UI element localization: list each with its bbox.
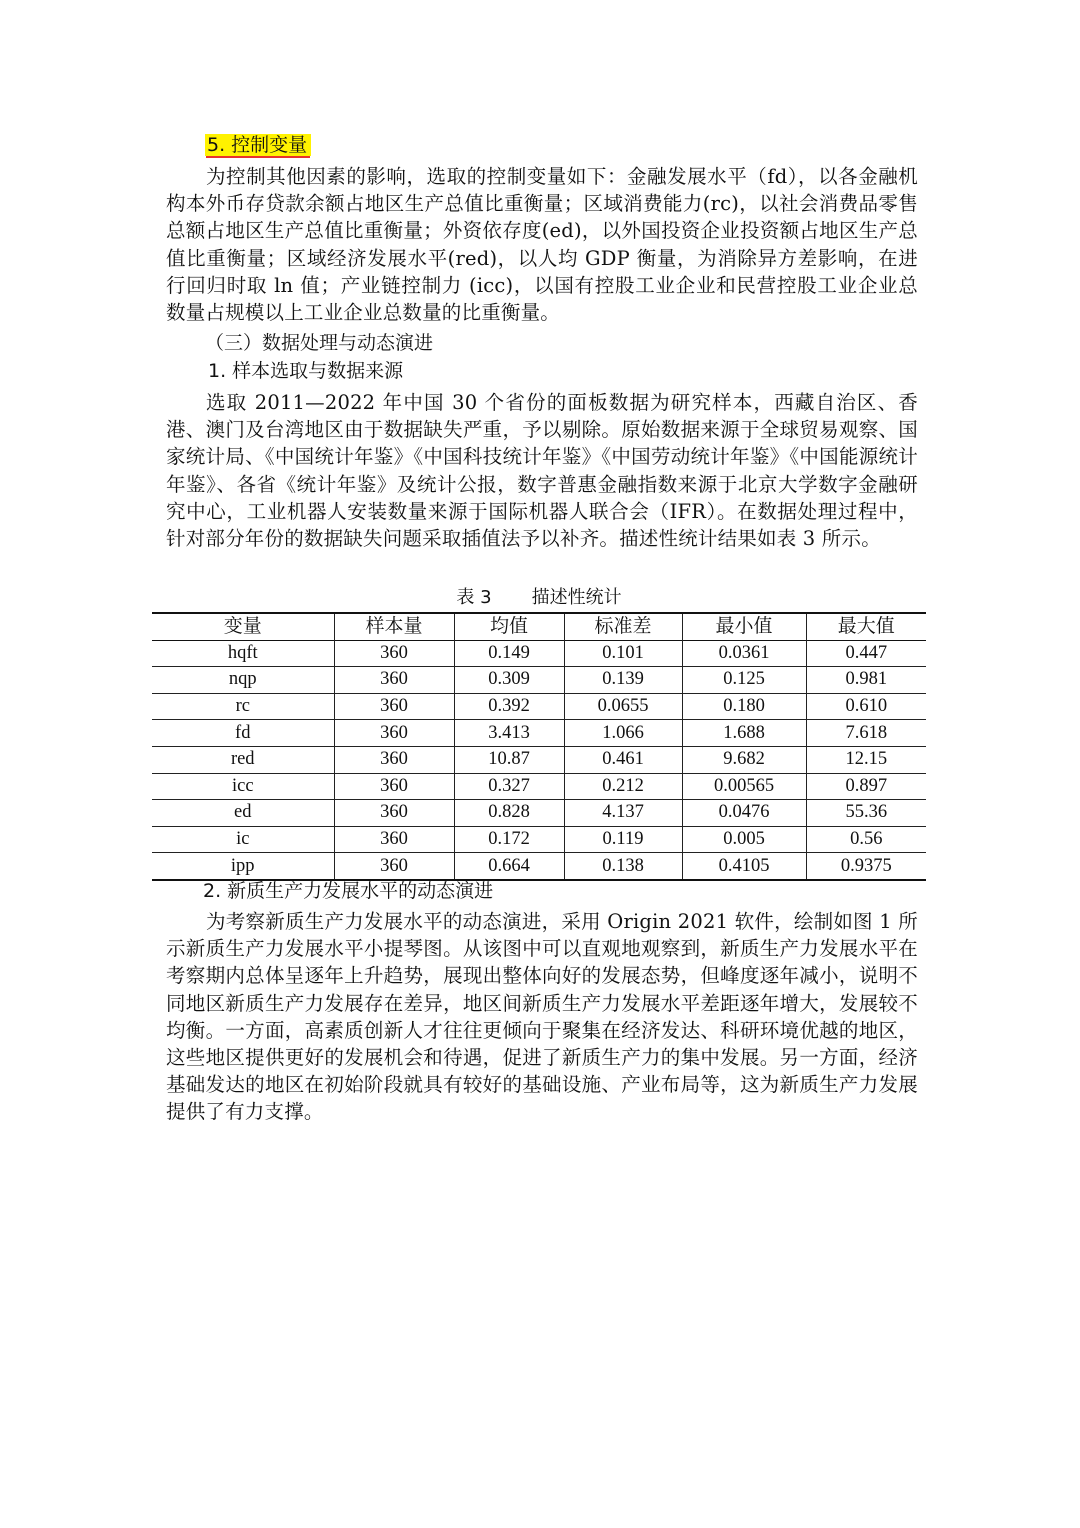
cell-mean: 0.149 (454, 640, 564, 667)
highlighted-heading-text: 5. 控制变量 (205, 134, 311, 156)
header-sample-size: 样本量 (334, 613, 454, 640)
table-row (152, 800, 926, 827)
table-row (152, 826, 926, 853)
sample-paragraph: 选取 2011—2022 年中国 30 个省份的面板数据为研究样本，西藏自治区、香港、澳门及台湾地区由于数据缺失严重，予以剔除。原始数据来源于全球贸易观察、国家统计局、《中国统计年鉴》《中国科技统计年鉴》《中国劳动统计年鉴》《中国能源统计年鉴》、各省《统计年鉴》及统计公报，数字普惠金融指数来源于北京大学数字金融研究中心，工业机器人安装数量来源于国际机器人联合会（IFR）。在数据处理过程中，针对部分年份的数据缺失问题采取插值法予以补齐。描述性统计结果如表 3 所示。 (166, 391, 918, 551)
cell-std: 4.137 (564, 800, 682, 827)
cell-std: 0.212 (564, 773, 682, 800)
cell-variable: icc (231, 775, 254, 796)
cell-sample-size: 360 (334, 800, 454, 827)
cell-min: 0.0476 (682, 800, 806, 827)
cell-min: 9.682 (682, 746, 806, 773)
table-title: 描述性统计 (531, 587, 622, 608)
cell-min: 0.180 (682, 693, 806, 720)
cell-mean: 0.664 (454, 853, 564, 880)
cell-max: 12.15 (806, 746, 926, 773)
table-caption (152, 586, 926, 610)
cell-std: 0.138 (564, 853, 682, 880)
cell-mean: 0.309 (454, 667, 564, 694)
header-max: 最大值 (806, 613, 926, 640)
subsection-heading-sample: 1. 样本选取与数据来源 (208, 360, 404, 382)
cell-variable: red (230, 749, 255, 770)
cell-std: 0.119 (564, 826, 682, 853)
cell-mean: 0.392 (454, 693, 564, 720)
cell-sample-size: 360 (334, 693, 454, 720)
dynamic-evolution-paragraph: 为考察新质生产力发展水平的动态演进，采用 Origin 2021 软件，绘制如图 1 所示新质生产力发展水平小提琴图。从该图中可以直观地观察到，新质生产力发展水平在考察期内总体呈逐年上升趋势，展现出整体向好的发展态势，但峰度逐年减小，说明不同地区新质生产力发展存在差异，地区间新质生产力发展水平差距逐年增大，发展较不均衡。一方面，高素质创新人才往往更倾向于聚集在经济发达、科研环境优越的地区，这些地区提供更好的发展机会和待遇，促进了新质生产力的集中发展。另一方面，经济基础发达的地区在初始阶段就具有较好的基础设施、产业布局等，这为新质生产力发展提供了有力支撑。 (166, 910, 918, 1124)
cell-min: 0.00565 (682, 773, 806, 800)
header-min: 最小值 (682, 613, 806, 640)
cell-mean: 0.828 (454, 800, 564, 827)
cell-mean: 0.172 (454, 826, 564, 853)
table-row (152, 746, 926, 773)
descriptive-statistics-table (152, 612, 926, 881)
cell-sample-size: 360 (334, 667, 454, 694)
cell-std: 0.101 (564, 640, 682, 667)
subsection-heading-dynamic-evolution: 2. 新质生产力发展水平的动态演进 (203, 880, 494, 902)
cell-max: 0.610 (806, 693, 926, 720)
cell-max: 55.36 (806, 800, 926, 827)
table-row (152, 667, 926, 694)
table-row (152, 693, 926, 720)
cell-min: 1.688 (682, 720, 806, 747)
cell-max: 0.981 (806, 667, 926, 694)
cell-min: 0.4105 (682, 853, 806, 880)
cell-mean: 10.87 (454, 746, 564, 773)
cell-min: 0.0361 (682, 640, 806, 667)
control-variables-paragraph: 为控制其他因素的影响，选取的控制变量如下：金融发展水平（fd），以各金融机构本外币存贷款余额占地区生产总值比重衡量；区域消费能力(rc)，以社会消费品零售总额占地区生产总值比重衡量；外资依存度(ed)，以外国投资企业投资额占地区生产总值比重衡量；区域经济发展水平(red)，以人均 GDP 衡量，为消除异方差影响，在进行回归时取 ln 值；产业链控制力 (icc)，以国有控股工业企业和民营控股工业企业总数量占规模以上工业企业总数量的比重衡量。 (166, 165, 918, 325)
cell-std: 0.0655 (564, 693, 682, 720)
section-heading-data-processing: （三）数据处理与动态演进 (205, 332, 434, 354)
cell-sample-size: 360 (334, 826, 454, 853)
cell-variable: hqft (227, 642, 258, 663)
cell-max: 0.897 (806, 773, 926, 800)
cell-mean: 3.413 (454, 720, 564, 747)
cell-std: 0.461 (564, 746, 682, 773)
cell-variable: ipp (230, 855, 255, 876)
table-header-row (152, 613, 926, 640)
cell-std: 1.066 (564, 720, 682, 747)
cell-max: 0.447 (806, 640, 926, 667)
header-std: 标准差 (564, 613, 682, 640)
cell-max: 7.618 (806, 720, 926, 747)
table-row (152, 853, 926, 880)
cell-sample-size: 360 (334, 720, 454, 747)
cell-min: 0.125 (682, 667, 806, 694)
cell-std: 0.139 (564, 667, 682, 694)
cell-max: 0.9375 (806, 853, 926, 880)
cell-min: 0.005 (682, 826, 806, 853)
cell-sample-size: 360 (334, 773, 454, 800)
header-variable: 变量 (223, 615, 262, 638)
cell-sample-size: 360 (334, 746, 454, 773)
cell-variable: nqp (228, 669, 257, 690)
table-row (152, 720, 926, 747)
section-heading-control-variables (205, 132, 311, 158)
cell-variable: ic (236, 829, 250, 850)
cell-mean: 0.327 (454, 773, 564, 800)
cell-variable: ed (234, 802, 252, 823)
cell-sample-size: 360 (334, 853, 454, 880)
header-mean: 均值 (454, 613, 564, 640)
table-row (152, 640, 926, 667)
cell-variable: fd (235, 722, 251, 743)
cell-sample-size: 360 (334, 640, 454, 667)
table-number: 表 3 (456, 587, 492, 608)
cell-variable: rc (235, 696, 250, 717)
cell-max: 0.56 (806, 826, 926, 853)
table-row (152, 773, 926, 800)
